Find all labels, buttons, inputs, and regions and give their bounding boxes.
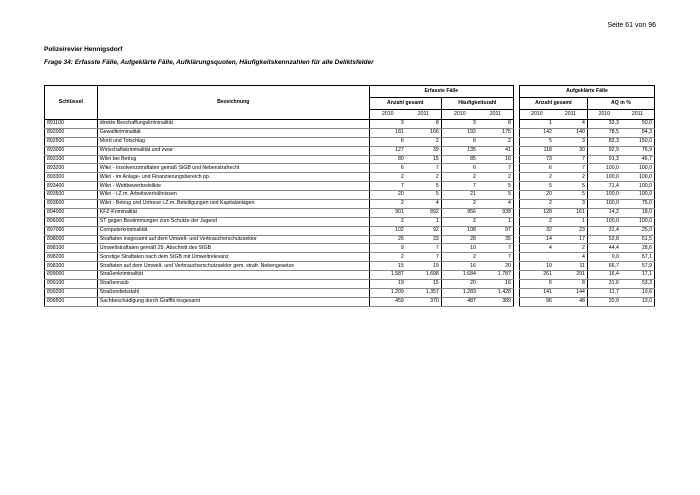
row-value: 3	[369, 120, 406, 129]
row-value: 7	[406, 244, 442, 253]
row-value: 2	[406, 173, 442, 182]
column-header-key: Schlüssel	[45, 86, 98, 120]
row-value: 5	[519, 182, 554, 191]
row-value: 181	[369, 128, 406, 137]
row-key: 893200	[45, 164, 98, 173]
table-row	[45, 128, 655, 137]
row-value: 100,0	[587, 173, 620, 182]
row-value: 2	[554, 244, 587, 253]
row-value: 5	[478, 191, 514, 200]
row-value: 23	[554, 226, 587, 235]
row-value: 51,5	[621, 235, 655, 244]
row-value: 25,0	[621, 226, 655, 235]
row-value: 15	[406, 155, 442, 164]
row-key: 892000	[45, 128, 98, 137]
row-value: 2	[441, 217, 478, 226]
row-value: 84,3	[621, 128, 655, 137]
row-value: 8	[554, 280, 587, 289]
row-value: 7	[478, 253, 514, 262]
row-value: 9	[369, 244, 406, 253]
group-header-erfasst: Erfasste Fälle	[369, 86, 513, 98]
row-name: Straßenraub	[97, 280, 369, 289]
row-value: 5	[554, 191, 587, 200]
table-row	[45, 226, 655, 235]
row-value: 100,0	[587, 164, 620, 173]
row-value: 459	[369, 297, 406, 306]
row-value: 20,9	[587, 297, 620, 306]
row-value: 21	[441, 191, 478, 200]
row-value: 7	[406, 253, 442, 262]
row-value: 142	[519, 128, 554, 137]
page-number: Seite 61 von 96	[607, 22, 656, 29]
row-name: KFZ-Kriminalität	[97, 208, 369, 217]
row-value: 91,3	[587, 155, 620, 164]
row-value: 10	[519, 262, 554, 271]
table-row	[45, 155, 655, 164]
row-value: 3	[554, 137, 587, 146]
row-name: Wirtschaftskriminalität und zwar:	[97, 146, 369, 155]
row-value: 80	[369, 155, 406, 164]
row-value: 2	[519, 200, 554, 209]
year-header: 2010	[519, 110, 554, 120]
row-value: 10	[441, 244, 478, 253]
row-value: 2	[369, 217, 406, 226]
row-value: 57,9	[621, 262, 655, 271]
row-value: 102	[369, 226, 406, 235]
row-name: Umweltstraftaten gemäß 29. Abschnitt des StGB	[97, 244, 369, 253]
row-value: 892	[406, 208, 442, 217]
row-value: 10,6	[621, 288, 655, 297]
row-value: 92,9	[587, 146, 620, 155]
row-value: 31,6	[587, 280, 620, 289]
row-value: 938	[478, 208, 514, 217]
table-row	[45, 217, 655, 226]
row-value: 76,9	[621, 146, 655, 155]
row-value: 1	[406, 217, 442, 226]
row-value: 4	[478, 200, 514, 209]
row-value: 1.698	[406, 271, 442, 280]
row-key: 898100	[45, 244, 98, 253]
row-value: 19	[369, 280, 406, 289]
row-value: 2	[406, 137, 442, 146]
row-value: 291	[554, 271, 587, 280]
row-value: 128	[519, 208, 554, 217]
row-value: 17,1	[621, 271, 655, 280]
row-value: 4	[554, 253, 587, 262]
row-value: 97	[478, 226, 514, 235]
row-value: 31,4	[587, 226, 620, 235]
row-value: 100,0	[621, 217, 655, 226]
row-value: 7	[478, 244, 514, 253]
row-value: 1	[519, 120, 554, 129]
row-value: 2	[478, 137, 514, 146]
row-value: 108	[441, 226, 478, 235]
row-value: 26	[369, 235, 406, 244]
row-value: 4	[519, 244, 554, 253]
table-row	[45, 191, 655, 200]
table-row	[45, 271, 655, 280]
table-row	[45, 280, 655, 289]
row-value: 5	[406, 182, 442, 191]
table-body	[45, 120, 655, 307]
row-name: Wikri - i.Z.m. Arbeitsverhältnissen	[97, 191, 369, 200]
row-value: 1.684	[441, 271, 478, 280]
row-name: direkte Beschaffungskriminalität	[97, 120, 369, 129]
row-value: 5	[519, 137, 554, 146]
table-row	[45, 262, 655, 271]
row-value: 16	[478, 280, 514, 289]
row-value: 44,4	[587, 244, 620, 253]
row-value: 20	[369, 191, 406, 200]
row-value: 100,0	[621, 173, 655, 182]
row-value: 1.357	[406, 288, 442, 297]
row-value: 11	[554, 262, 587, 271]
row-name: Straftaten insgesamt auf dem Umwelt- und Verbraucherschutzsektor	[97, 235, 369, 244]
row-key: 899100	[45, 280, 98, 289]
table-row	[45, 137, 655, 146]
row-value: 6	[369, 164, 406, 173]
row-value: 33,3	[587, 120, 620, 129]
subheader-aq: AQ in %	[587, 98, 654, 110]
subheader-haeufigkeitszahl: Häufigkeitszahl	[441, 98, 513, 110]
row-value: 1	[554, 217, 587, 226]
row-value: 5	[554, 182, 587, 191]
row-value: 53,8	[587, 235, 620, 244]
row-value: 16	[478, 155, 514, 164]
row-value: 78,5	[587, 128, 620, 137]
row-value: 7	[478, 164, 514, 173]
year-header: 2011	[478, 110, 514, 120]
row-value: 5	[406, 191, 442, 200]
row-value: 33	[406, 235, 442, 244]
year-header: 2010	[587, 110, 620, 120]
table-row	[45, 182, 655, 191]
row-key: 891100	[45, 120, 98, 129]
row-key: 897000	[45, 226, 98, 235]
row-value: 2	[441, 173, 478, 182]
row-key: 899000	[45, 271, 98, 280]
row-value: 141	[519, 288, 554, 297]
row-value: 161	[554, 208, 587, 217]
row-value: 100,0	[621, 182, 655, 191]
row-key: 893500	[45, 191, 98, 200]
row-value: 19	[406, 262, 442, 271]
year-header: 2010	[441, 110, 478, 120]
row-value: 3	[554, 200, 587, 209]
year-header: 2010	[369, 110, 406, 120]
row-value: 7	[406, 164, 442, 173]
row-value: 32	[519, 226, 554, 235]
row-value: 2	[519, 217, 554, 226]
row-value: 144	[554, 288, 587, 297]
row-value: 2	[441, 253, 478, 262]
row-name: Straßenkriminalität	[97, 271, 369, 280]
row-value: 6	[441, 137, 478, 146]
row-value: 15	[406, 280, 442, 289]
column-header-name: Bezeichnung	[97, 86, 369, 120]
row-value: 487	[441, 297, 478, 306]
header-row-groups	[45, 86, 655, 98]
row-value: 2	[478, 173, 514, 182]
row-value: 96	[519, 297, 554, 306]
row-value: 127	[369, 146, 406, 155]
row-value: 175	[478, 128, 514, 137]
row-value: 2	[441, 200, 478, 209]
row-value: 85	[441, 155, 478, 164]
row-name: Mord und Totschlag	[97, 137, 369, 146]
row-value: 2	[369, 253, 406, 262]
row-value: 92	[406, 226, 442, 235]
row-value: 1.283	[441, 288, 478, 297]
row-value: 901	[369, 208, 406, 217]
question-title: Frage 34: Erfasste Fälle, Aufgeklärte Fälle, Aufklärungsquoten, Häufigkeitskennzahlen für alle Deliktsfelder	[44, 59, 374, 66]
row-value: 14	[519, 235, 554, 244]
row-key: 899200	[45, 288, 98, 297]
table-row	[45, 288, 655, 297]
row-value: 118	[519, 146, 554, 155]
group-header-aufgeklaert: Aufgeklärte Fälle	[519, 86, 654, 98]
year-header: 2011	[406, 110, 442, 120]
row-value: 13,0	[621, 297, 655, 306]
row-value: 0,0	[587, 253, 620, 262]
row-key: 898200	[45, 253, 98, 262]
organization-title: Polizeirevier Hennigsdorf	[44, 46, 123, 53]
row-value: 2	[519, 173, 554, 182]
row-value: 75,0	[621, 200, 655, 209]
row-key: 894000	[45, 208, 98, 217]
statistics-table	[44, 85, 655, 307]
row-value: 140	[554, 128, 587, 137]
row-value: 28	[441, 235, 478, 244]
row-value: 150,0	[621, 137, 655, 146]
row-value: 389	[478, 297, 514, 306]
row-value: 1.587	[369, 271, 406, 280]
row-value: 6	[441, 164, 478, 173]
table-row	[45, 244, 655, 253]
row-value: 53,3	[621, 280, 655, 289]
row-value: 20	[441, 280, 478, 289]
row-value: 166	[406, 128, 442, 137]
row-value: 1	[478, 217, 514, 226]
row-value: 48	[554, 297, 587, 306]
row-value: 57,1	[621, 253, 655, 262]
row-value: 30	[554, 146, 587, 155]
row-value: 14,2	[587, 208, 620, 217]
row-key: 899500	[45, 297, 98, 306]
row-value: 1.428	[478, 288, 514, 297]
row-key: 893100	[45, 155, 98, 164]
table-row	[45, 120, 655, 129]
table-row	[45, 297, 655, 306]
table-row	[45, 146, 655, 155]
row-name: Straftaten auf dem Umwelt- und Verbraucherschutzsektor gem. strafr. Nebengesetze	[97, 262, 369, 271]
row-value: 20	[519, 191, 554, 200]
year-header: 2011	[554, 110, 587, 120]
row-key: 896000	[45, 217, 98, 226]
row-value: 956	[441, 208, 478, 217]
row-value: 20	[478, 262, 514, 271]
row-value: 35	[478, 235, 514, 244]
row-value: 135	[441, 146, 478, 155]
row-key: 893300	[45, 173, 98, 182]
row-value: 1.209	[369, 288, 406, 297]
table-row	[45, 235, 655, 244]
row-value: 41	[478, 146, 514, 155]
row-key: 893400	[45, 182, 98, 191]
row-value: 2	[369, 173, 406, 182]
row-value: 5	[478, 182, 514, 191]
row-value: 16,4	[587, 271, 620, 280]
row-value: 6	[519, 280, 554, 289]
row-value: 4	[406, 200, 442, 209]
row-name: Sachbeschädigung durch Graffiti insgesamt	[97, 297, 369, 306]
row-value: 370	[406, 297, 442, 306]
row-key: 898300	[45, 262, 98, 271]
row-name: Wikri bei Betrug	[97, 155, 369, 164]
subheader-anzahl-aufgeklaert: Anzahl gesamt	[519, 98, 587, 110]
row-value: 50,0	[621, 120, 655, 129]
row-value: 6	[369, 137, 406, 146]
row-value: 28,6	[621, 244, 655, 253]
subheader-anzahl: Anzahl gesamt	[369, 98, 441, 110]
row-value: 2	[554, 173, 587, 182]
table-row	[45, 173, 655, 182]
row-value: 4	[554, 120, 587, 129]
row-value: 66,7	[587, 262, 620, 271]
row-value: 73	[519, 155, 554, 164]
row-value	[519, 253, 554, 262]
row-value: 17	[554, 235, 587, 244]
row-value: 83,3	[587, 137, 620, 146]
table-row	[45, 253, 655, 262]
row-name: Computerkriminalität	[97, 226, 369, 235]
row-value: 7	[554, 155, 587, 164]
table-row	[45, 208, 655, 217]
row-key: 898000	[45, 235, 98, 244]
row-name: Wikri - im Anlage- und Finanzierungsbereich pp.	[97, 173, 369, 182]
row-value: 8	[478, 120, 514, 129]
row-name: Gewaltkriminalität	[97, 128, 369, 137]
row-value: 7	[554, 164, 587, 173]
row-name: Straßendiebstahl	[97, 288, 369, 297]
table-row	[45, 164, 655, 173]
row-value: 7	[441, 182, 478, 191]
row-value: 6	[519, 164, 554, 173]
row-value: 192	[441, 128, 478, 137]
row-value: 46,7	[621, 155, 655, 164]
row-name: ST gegen Bestimmungen zum Schutze der Jugend	[97, 217, 369, 226]
row-name: Wikri - Wettbewerbsdelikte	[97, 182, 369, 191]
row-value: 7	[369, 182, 406, 191]
row-key: 892500	[45, 137, 98, 146]
row-value: 100,0	[587, 191, 620, 200]
row-key: 893600	[45, 200, 98, 209]
row-value: 261	[519, 271, 554, 280]
row-value: 1.787	[478, 271, 514, 280]
row-value: 100,0	[587, 217, 620, 226]
row-value: 8	[406, 120, 442, 129]
row-value: 16	[441, 262, 478, 271]
row-value: 100,0	[587, 200, 620, 209]
row-value: 11,7	[587, 288, 620, 297]
row-name: Wikri - Betrug und Untreue i.Z.m. Beteiligungen und Kapitalanlagen	[97, 200, 369, 209]
table-row	[45, 200, 655, 209]
row-value: 15	[369, 262, 406, 271]
row-value: 100,0	[621, 164, 655, 173]
row-name: Wikri - Insolvenzstraftaten gemäß StGB und Nebenstrafrecht	[97, 164, 369, 173]
row-value: 18,0	[621, 208, 655, 217]
row-value: 3	[441, 120, 478, 129]
row-key: 893000	[45, 146, 98, 155]
row-value: 100,0	[621, 191, 655, 200]
row-value: 71,4	[587, 182, 620, 191]
row-value: 2	[369, 200, 406, 209]
year-header: 2011	[621, 110, 655, 120]
row-value: 39	[406, 146, 442, 155]
row-name: Sonstige Straftaten nach dem StGB mit Umweltrelevanz	[97, 253, 369, 262]
